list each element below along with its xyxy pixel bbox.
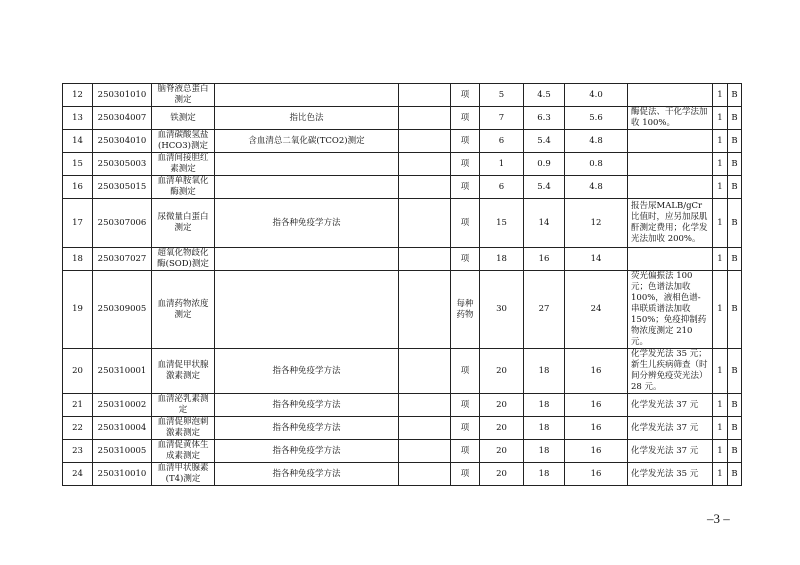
- grade-cell: B: [728, 130, 742, 153]
- table-row: [63, 349, 742, 394]
- price-level-2-cell: 4.5: [524, 84, 565, 107]
- grade-cell: B: [728, 107, 742, 130]
- table-row: [63, 417, 742, 440]
- price-level-3-cell: 14: [565, 248, 628, 271]
- item-code-cell: 250307027: [93, 248, 152, 271]
- item-content-cell: 指各种免疫学方法: [215, 349, 399, 394]
- item-content-cell: 含血清总二氧化碳(TCO2)测定: [215, 130, 399, 153]
- category-cell: 1: [713, 107, 728, 130]
- grade-cell: B: [728, 248, 742, 271]
- note-cell: [628, 153, 713, 176]
- row-number-cell: 14: [63, 130, 93, 153]
- item-content-cell: 指各种免疫学方法: [215, 463, 399, 486]
- exclusion-cell: [399, 349, 451, 394]
- unit-cell: 项: [451, 463, 480, 486]
- grade-cell: B: [728, 271, 742, 349]
- item-name-cell: 血清泌乳素测定: [152, 394, 215, 417]
- unit-cell: 项: [451, 248, 480, 271]
- grade-cell: B: [728, 463, 742, 486]
- price-level-1-cell: 1: [480, 153, 524, 176]
- row-number-cell: 20: [63, 349, 93, 394]
- price-level-3-cell: 16: [565, 463, 628, 486]
- item-content-cell: 指各种免疫学方法: [215, 417, 399, 440]
- category-cell: 1: [713, 199, 728, 248]
- price-level-2-cell: 27: [524, 271, 565, 349]
- table-body: [63, 84, 742, 486]
- price-level-1-cell: 18: [480, 248, 524, 271]
- item-name-cell: 超氧化物歧化酶(SOD)测定: [152, 248, 215, 271]
- row-number-cell: 17: [63, 199, 93, 248]
- item-name-cell: 铁测定: [152, 107, 215, 130]
- row-number-cell: 19: [63, 271, 93, 349]
- item-content-cell: [215, 248, 399, 271]
- category-cell: 1: [713, 349, 728, 394]
- category-cell: 1: [713, 440, 728, 463]
- price-level-1-cell: 6: [480, 176, 524, 199]
- price-level-3-cell: 4.8: [565, 130, 628, 153]
- exclusion-cell: [399, 130, 451, 153]
- table-row: [63, 84, 742, 107]
- price-level-1-cell: 6: [480, 130, 524, 153]
- price-level-2-cell: 16: [524, 248, 565, 271]
- grade-cell: B: [728, 153, 742, 176]
- exclusion-cell: [399, 153, 451, 176]
- table-row: [63, 248, 742, 271]
- table-row: [63, 176, 742, 199]
- row-number-cell: 22: [63, 417, 93, 440]
- row-number-cell: 13: [63, 107, 93, 130]
- category-cell: 1: [713, 394, 728, 417]
- price-level-2-cell: 6.3: [524, 107, 565, 130]
- table-row: [63, 271, 742, 349]
- price-level-3-cell: 4.0: [565, 84, 628, 107]
- exclusion-cell: [399, 417, 451, 440]
- item-code-cell: 250304010: [93, 130, 152, 153]
- price-level-2-cell: 5.4: [524, 130, 565, 153]
- unit-cell: 每种药物: [451, 271, 480, 349]
- price-level-1-cell: 5: [480, 84, 524, 107]
- price-level-1-cell: 20: [480, 394, 524, 417]
- table-row: [63, 130, 742, 153]
- unit-cell: 项: [451, 84, 480, 107]
- note-cell: [628, 248, 713, 271]
- item-code-cell: 250301010: [93, 84, 152, 107]
- price-level-1-cell: 7: [480, 107, 524, 130]
- unit-cell: 项: [451, 199, 480, 248]
- note-cell: [628, 130, 713, 153]
- unit-cell: 项: [451, 176, 480, 199]
- row-number-cell: 24: [63, 463, 93, 486]
- price-level-3-cell: 24: [565, 271, 628, 349]
- table-row: [63, 153, 742, 176]
- row-number-cell: 18: [63, 248, 93, 271]
- item-content-cell: [215, 84, 399, 107]
- item-code-cell: 250305015: [93, 176, 152, 199]
- note-cell: 化学发光法 35 元；新生儿疾病筛查（时间分辨免疫荧光法）28 元。: [628, 349, 713, 394]
- item-content-cell: [215, 176, 399, 199]
- category-cell: 1: [713, 84, 728, 107]
- exclusion-cell: [399, 199, 451, 248]
- item-code-cell: 250310010: [93, 463, 152, 486]
- note-cell: [628, 176, 713, 199]
- item-content-cell: 指各种免疫学方法: [215, 394, 399, 417]
- unit-cell: 项: [451, 417, 480, 440]
- note-cell: 化学发光法 37 元: [628, 394, 713, 417]
- grade-cell: B: [728, 199, 742, 248]
- grade-cell: B: [728, 84, 742, 107]
- item-code-cell: 250305003: [93, 153, 152, 176]
- item-content-cell: 指比色法: [215, 107, 399, 130]
- price-level-2-cell: 14: [524, 199, 565, 248]
- price-level-1-cell: 20: [480, 440, 524, 463]
- exclusion-cell: [399, 248, 451, 271]
- page-number: –3 –: [707, 511, 730, 526]
- item-code-cell: 250309005: [93, 271, 152, 349]
- price-level-1-cell: 30: [480, 271, 524, 349]
- price-level-3-cell: 5.6: [565, 107, 628, 130]
- price-level-2-cell: 18: [524, 394, 565, 417]
- unit-cell: 项: [451, 349, 480, 394]
- row-number-cell: 23: [63, 440, 93, 463]
- price-level-2-cell: 5.4: [524, 176, 565, 199]
- category-cell: 1: [713, 130, 728, 153]
- price-level-3-cell: 16: [565, 417, 628, 440]
- note-cell: 荧光偏振法 100 元；色谱法加收 100%，液相色谱-串联质谱法加收 150%；免疫抑制药物浓度测定 210 元。: [628, 271, 713, 349]
- category-cell: 1: [713, 176, 728, 199]
- exclusion-cell: [399, 394, 451, 417]
- item-name-cell: 血清药物浓度测定: [152, 271, 215, 349]
- category-cell: 1: [713, 153, 728, 176]
- item-code-cell: 250310004: [93, 417, 152, 440]
- item-content-cell: [215, 153, 399, 176]
- table-row: [63, 440, 742, 463]
- row-number-cell: 16: [63, 176, 93, 199]
- price-level-2-cell: 18: [524, 440, 565, 463]
- category-cell: 1: [713, 248, 728, 271]
- item-name-cell: 血清促甲状腺激素测定: [152, 349, 215, 394]
- price-level-3-cell: 16: [565, 349, 628, 394]
- note-cell: 酶促法、干化学法加收 100%。: [628, 107, 713, 130]
- item-code-cell: 250304007: [93, 107, 152, 130]
- price-level-3-cell: 0.8: [565, 153, 628, 176]
- item-code-cell: 250310005: [93, 440, 152, 463]
- price-level-3-cell: 4.8: [565, 176, 628, 199]
- item-name-cell: 血清碳酸氢盐(HCO3)测定: [152, 130, 215, 153]
- note-cell: 报告尿MALB/gCr比值时，应另加尿肌酐测定费用；化学发光法加收 200%。: [628, 199, 713, 248]
- table-row: [63, 463, 742, 486]
- item-name-cell: 血清间接胆红素测定: [152, 153, 215, 176]
- category-cell: 1: [713, 463, 728, 486]
- grade-cell: B: [728, 417, 742, 440]
- grade-cell: B: [728, 349, 742, 394]
- item-name-cell: 血清促黄体生成素测定: [152, 440, 215, 463]
- category-cell: 1: [713, 417, 728, 440]
- table-row: [63, 199, 742, 248]
- price-level-3-cell: 16: [565, 394, 628, 417]
- category-cell: 1: [713, 271, 728, 349]
- price-level-1-cell: 15: [480, 199, 524, 248]
- exclusion-cell: [399, 271, 451, 349]
- item-code-cell: 250307006: [93, 199, 152, 248]
- unit-cell: 项: [451, 107, 480, 130]
- price-level-1-cell: 20: [480, 349, 524, 394]
- item-content-cell: 指各种免疫学方法: [215, 440, 399, 463]
- price-table: [62, 83, 742, 486]
- unit-cell: 项: [451, 394, 480, 417]
- unit-cell: 项: [451, 153, 480, 176]
- price-level-3-cell: 16: [565, 440, 628, 463]
- note-cell: 化学发光法 37 元: [628, 417, 713, 440]
- item-code-cell: 250310002: [93, 394, 152, 417]
- row-number-cell: 21: [63, 394, 93, 417]
- item-name-cell: 脑脊液总蛋白测定: [152, 84, 215, 107]
- grade-cell: B: [728, 440, 742, 463]
- price-level-2-cell: 18: [524, 463, 565, 486]
- exclusion-cell: [399, 463, 451, 486]
- item-name-cell: 尿微量白蛋白测定: [152, 199, 215, 248]
- price-level-1-cell: 20: [480, 463, 524, 486]
- price-level-3-cell: 12: [565, 199, 628, 248]
- exclusion-cell: [399, 107, 451, 130]
- row-number-cell: 12: [63, 84, 93, 107]
- price-level-1-cell: 20: [480, 417, 524, 440]
- price-level-2-cell: 18: [524, 349, 565, 394]
- table-row: [63, 107, 742, 130]
- grade-cell: B: [728, 394, 742, 417]
- price-level-2-cell: 0.9: [524, 153, 565, 176]
- grade-cell: B: [728, 176, 742, 199]
- unit-cell: 项: [451, 440, 480, 463]
- item-code-cell: 250310001: [93, 349, 152, 394]
- item-content-cell: [215, 271, 399, 349]
- note-cell: 化学发光法 37 元: [628, 440, 713, 463]
- exclusion-cell: [399, 440, 451, 463]
- item-name-cell: 血清促卵泡刺激素测定: [152, 417, 215, 440]
- exclusion-cell: [399, 176, 451, 199]
- item-name-cell: 血清甲状腺素(T4)测定: [152, 463, 215, 486]
- note-cell: 化学发光法 35 元: [628, 463, 713, 486]
- item-name-cell: 血清单胺氧化酶测定: [152, 176, 215, 199]
- table-row: [63, 394, 742, 417]
- item-content-cell: 指各种免疫学方法: [215, 199, 399, 248]
- note-cell: [628, 84, 713, 107]
- price-level-2-cell: 18: [524, 417, 565, 440]
- row-number-cell: 15: [63, 153, 93, 176]
- exclusion-cell: [399, 84, 451, 107]
- unit-cell: 项: [451, 130, 480, 153]
